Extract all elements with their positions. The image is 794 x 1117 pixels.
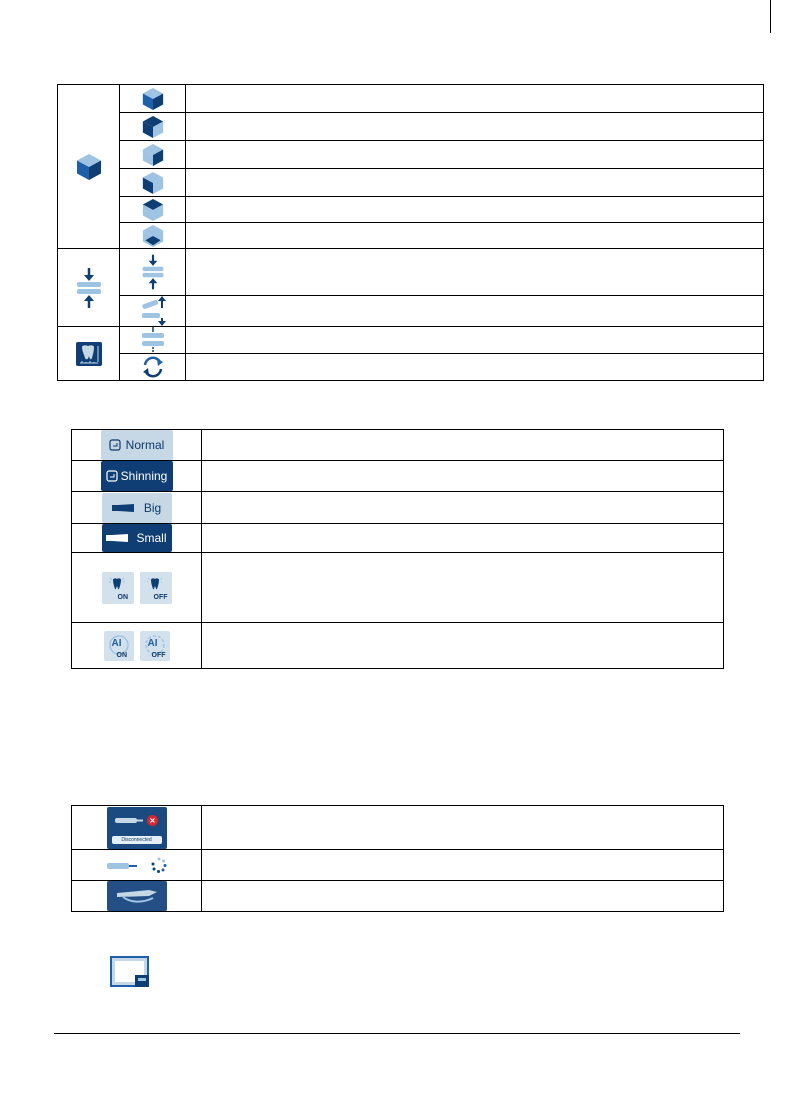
jaws-open-icon[interactable] xyxy=(139,296,167,326)
big-tip-icon xyxy=(112,504,134,512)
icon-cell xyxy=(72,623,202,669)
light-on-toggle[interactable] xyxy=(102,572,134,604)
ai-on-text: AI xyxy=(111,637,122,649)
disconnected-status xyxy=(107,807,167,849)
description-cell xyxy=(202,850,724,881)
scan-modes-table xyxy=(71,429,724,669)
light-off-label: OFF xyxy=(153,593,168,601)
description-cell xyxy=(186,141,764,169)
icon-cell xyxy=(120,141,186,169)
scanner-icon xyxy=(115,815,145,827)
icon-cell xyxy=(120,223,186,249)
description-cell xyxy=(186,354,764,381)
cube-top-view-icon[interactable] xyxy=(142,198,164,222)
cube-back-view-icon[interactable] xyxy=(142,114,164,140)
icon-cell xyxy=(72,430,202,461)
save-screen-icon[interactable] xyxy=(110,956,150,993)
light-toggle-pair xyxy=(102,572,172,604)
icon-cell xyxy=(72,524,202,553)
cube-bottom-view-icon[interactable] xyxy=(142,224,164,248)
icon-cell xyxy=(72,806,202,850)
big-tip-label: Big xyxy=(143,500,162,515)
description-cell xyxy=(186,296,764,327)
tooth-measure-icon[interactable] xyxy=(76,342,102,366)
small-tip-icon xyxy=(106,534,128,542)
description-cell xyxy=(186,113,764,141)
icon-cell xyxy=(120,169,186,197)
icon-cell xyxy=(120,249,186,296)
icon-cell xyxy=(120,327,186,354)
icon-cell xyxy=(72,553,202,623)
icon-cell xyxy=(120,197,186,223)
icon-cell xyxy=(120,113,186,141)
top-edge-line xyxy=(770,0,771,33)
tooth-light-off-icon xyxy=(144,575,164,595)
cube-front-view-icon[interactable] xyxy=(142,86,164,112)
occlusion-group-cell xyxy=(58,249,120,327)
description-cell xyxy=(202,524,724,553)
normal-mode-label: Normal xyxy=(125,438,165,452)
connecting-status xyxy=(107,857,167,873)
scanner-icon xyxy=(107,860,141,872)
footer-line xyxy=(54,1033,740,1034)
jaws-separate-icon[interactable] xyxy=(140,327,166,353)
icon-cell xyxy=(72,850,202,881)
tooth-light-icon xyxy=(106,575,126,595)
jaws-close-icon[interactable] xyxy=(140,250,166,294)
description-cell xyxy=(186,249,764,296)
light-on-label: ON xyxy=(117,593,128,601)
tooth-measure-group-cell xyxy=(58,327,120,381)
rotate-icon[interactable] xyxy=(142,356,164,378)
description-cell xyxy=(202,492,724,524)
connection-status-table xyxy=(71,805,724,912)
big-tip-button[interactable] xyxy=(102,493,172,523)
ai-on-label: ON xyxy=(116,651,127,659)
description-cell xyxy=(202,430,724,461)
small-tip-label: Small xyxy=(136,531,167,545)
shinning-mode-button[interactable] xyxy=(101,461,173,491)
scanner-in-hand-icon xyxy=(115,887,159,905)
description-cell xyxy=(202,623,724,669)
cube-view-group-cell xyxy=(58,85,120,249)
description-cell xyxy=(202,553,724,623)
icon-cell xyxy=(72,461,202,492)
description-cell xyxy=(186,169,764,197)
light-off-toggle[interactable] xyxy=(140,572,172,604)
small-tip-button[interactable] xyxy=(102,524,172,552)
cube-left-view-icon[interactable] xyxy=(142,142,164,168)
loading-spinner-icon xyxy=(151,857,167,873)
ai-off-toggle[interactable] xyxy=(140,631,170,661)
disconnected-label: Disconnected xyxy=(112,836,162,844)
icon-cell xyxy=(72,492,202,524)
cube-view-icon[interactable] xyxy=(76,153,102,181)
icon-cell xyxy=(72,881,202,912)
icon-cell xyxy=(120,354,186,381)
connected-status xyxy=(107,881,167,911)
icon-cell xyxy=(120,85,186,113)
description-cell xyxy=(186,223,764,249)
normal-mode-button[interactable] xyxy=(101,430,173,460)
ai-off-label: OFF xyxy=(151,651,166,659)
cube-right-view-icon[interactable] xyxy=(142,170,164,196)
description-cell xyxy=(186,197,764,223)
icon-cell xyxy=(120,296,186,327)
description-cell xyxy=(186,85,764,113)
scanner-connecting-tile xyxy=(107,859,141,871)
ai-off-text: AI xyxy=(147,637,158,649)
description-cell xyxy=(186,327,764,354)
description-cell xyxy=(202,806,724,850)
view-controls-table xyxy=(57,84,764,381)
description-cell xyxy=(202,881,724,912)
ai-toggle-pair xyxy=(104,631,170,661)
normal-mode-icon xyxy=(109,439,121,451)
error-icon xyxy=(147,815,158,826)
shinning-mode-label: Shinning xyxy=(120,469,168,483)
occlusion-icon[interactable] xyxy=(74,266,104,310)
shinning-mode-icon xyxy=(106,470,118,482)
ai-on-toggle[interactable] xyxy=(104,631,134,661)
description-cell xyxy=(202,461,724,492)
